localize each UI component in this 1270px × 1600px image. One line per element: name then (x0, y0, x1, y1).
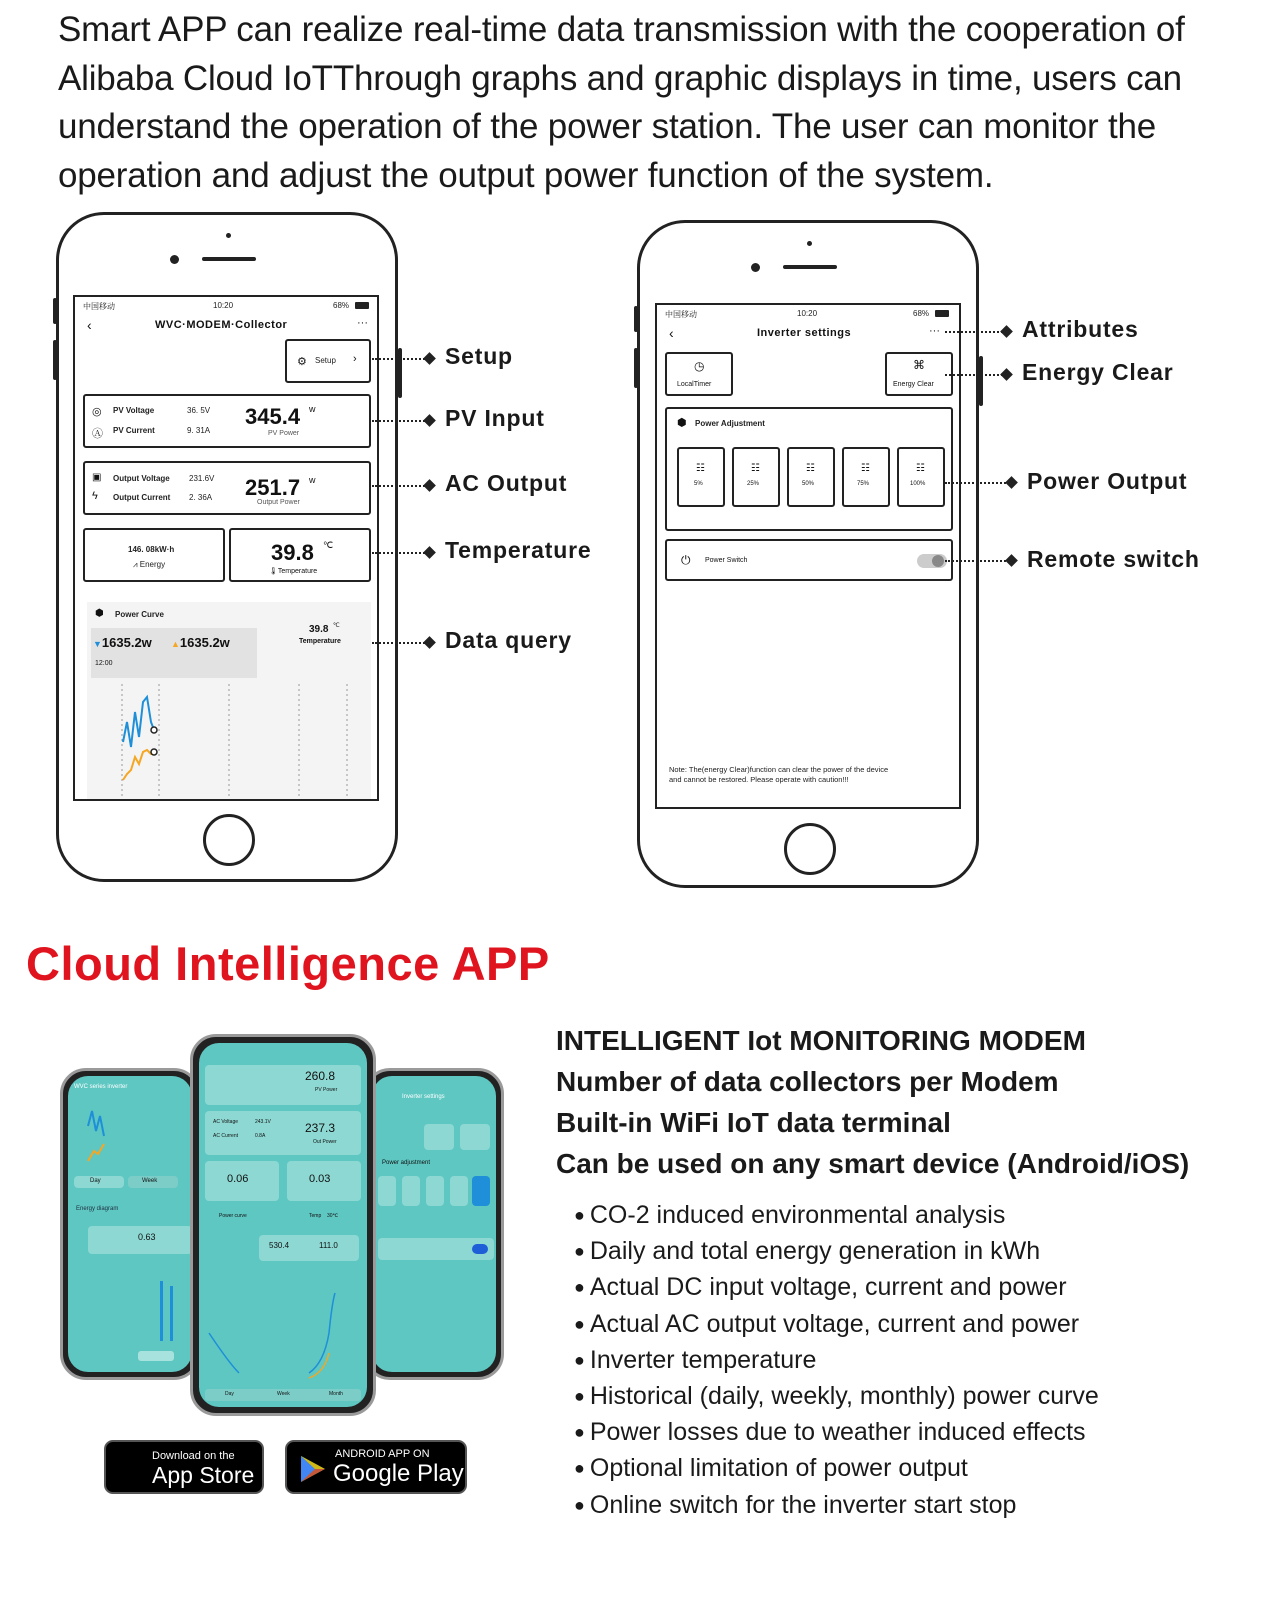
page-title: Inverter settings (757, 327, 852, 339)
callout-data-query: Data query (445, 627, 572, 653)
energy-clear-note: Note: The(energy Clear)function can clear the power of the device and cannot be restored. Please operate with caution!!! (669, 765, 889, 784)
clover-icon: ⌘ (913, 358, 925, 372)
energy-card: 146. 08kW·h ⩘ Energy (83, 528, 225, 582)
local-timer-button[interactable]: ◷ LocalTimer (665, 352, 733, 396)
intro-paragraph: Smart APP can realize real-time data transmission with the cooperation of Alibaba Cloud IoTThrough graphs and graphic displays in time, users can understand the operation of the power station. The user can monitor the operation and adjust the output power function of the system. (58, 10, 1185, 195)
curve-value-2: ▲1635.2w (171, 635, 230, 650)
left-home-button[interactable] (203, 814, 255, 866)
pv-power-value: 345.4 (245, 404, 301, 429)
page-title: WVC·MODEM·Collector (155, 319, 288, 331)
callout-attributes: Attributes (1022, 316, 1139, 342)
back-chevron-icon[interactable]: ‹ (669, 325, 674, 341)
callout-energy-clear: Energy Clear (1022, 359, 1174, 385)
status-battery: 68% (333, 301, 350, 310)
mockup-left-chart (68, 1096, 192, 1176)
feature-item: Built-in WiFi IoT data terminal (556, 1107, 951, 1138)
feature-item: Number of data collectors per Modem (556, 1066, 1059, 1097)
mockup-left-phone: WVC series inverter Day Week Energy diagram 0.63 (60, 1068, 200, 1380)
cube-icon: ⬢ (95, 608, 104, 619)
meter-icon: ▣ (92, 472, 102, 483)
power-level-50[interactable]: ☷ 50% (787, 447, 835, 507)
back-chevron-icon[interactable]: ‹ (87, 317, 92, 333)
mockup-right-phone: Inverter settings Power adjustment (364, 1068, 504, 1380)
energy-clear-button[interactable]: ⌘ Energy Clear (885, 352, 953, 396)
power-curve-panel: ⬢ Power Curve ▼1635.2w ▲1635.2w 12:00 39.8 ℃ Temperature (87, 602, 371, 801)
power-curve-chart (87, 602, 371, 801)
bullet-item: ● Inverter temperature (574, 1342, 1099, 1378)
power-adjustment-panel: ⬢ Power Adjustment ☷ 5% ☷ 25% ☷ 50% ☷ 75% ☷ 100% (665, 407, 953, 531)
status-time: 10:20 (213, 301, 234, 310)
bullet-item: ● Daily and total energy generation in kWh (574, 1233, 1099, 1269)
feature-item: Can be used on any smart device (Android/iOS) (556, 1148, 1190, 1179)
more-icon[interactable]: ··· (929, 325, 940, 337)
bullet-item: ● Historical (daily, weekly, monthly) power curve (574, 1378, 1099, 1414)
voltage-icon: ◎ (92, 406, 102, 418)
callout-setup: Setup (445, 343, 513, 369)
section-heading: Cloud Intelligence APP (26, 937, 550, 990)
callout-power-output: Power Output (1027, 468, 1188, 494)
callout-temperature: Temperature (445, 537, 592, 563)
callout-pv-input: PV Input (445, 405, 545, 431)
callout-ac-output: AC Output (445, 470, 568, 496)
power-level-100[interactable]: ☷ 100% (897, 447, 945, 507)
callout-remote-switch: Remote switch (1027, 546, 1200, 572)
play-triangle-icon (299, 1454, 327, 1484)
sliders-icon: ☷ (751, 463, 760, 474)
bullet-list (574, 1197, 1099, 1523)
right-home-button[interactable] (784, 823, 836, 875)
power-icon: ⏻ (681, 553, 691, 567)
app-store-badge[interactable]: Download on the App Store (104, 1440, 264, 1494)
left-phone-screen (73, 295, 379, 801)
bullet-item: ● Online switch for the inverter start stop (574, 1487, 1099, 1523)
power-switch-row: ⏻ Power Switch (665, 539, 953, 581)
ac-output-card: ▣ Output Voltage 231.6V ϟ Output Current 2. 36A 251.7 w Output Power (83, 461, 371, 515)
thermometer-label: 🌡Temperature (269, 568, 318, 575)
output-power-value: 251.7 (245, 475, 301, 500)
sliders-icon: ☷ (916, 463, 925, 474)
mockup-front-chart (199, 1273, 367, 1383)
bolt-icon: ϟ (92, 490, 98, 502)
right-phone-screen (655, 303, 961, 809)
power-level-25[interactable]: ☷ 25% (732, 447, 780, 507)
status-time: 10:20 (797, 309, 818, 318)
clock-icon: ◷ (694, 359, 705, 373)
status-carrier: 中国移动 (665, 310, 697, 319)
feature-list (556, 1020, 1189, 1184)
temperature-card: 39.8 ℃ 🌡Temperature (229, 528, 371, 582)
power-switch-toggle[interactable] (917, 554, 947, 568)
bullet-item: ● Actual DC input voltage, current and power (574, 1269, 1099, 1305)
bullet-item: ● Optional limitation of power output (574, 1450, 1099, 1486)
power-level-5[interactable]: ☷ 5% (677, 447, 725, 507)
sliders-icon: ☷ (861, 463, 870, 474)
current-icon: Ⓐ (92, 428, 103, 440)
sliders-icon: ☷ (696, 463, 705, 474)
bullet-item: ● Power losses due to weather induced effects (574, 1414, 1099, 1450)
pv-input-card: ◎ PV Voltage 36. 5V Ⓐ PV Current 9. 31A 345.4 w PV Power (83, 394, 371, 448)
power-level-75[interactable]: ☷ 75% (842, 447, 890, 507)
bullet-item: ● Actual AC output voltage, current and power (574, 1306, 1099, 1342)
more-icon[interactable]: ··· (357, 317, 368, 329)
status-carrier: 中国移动 (83, 302, 115, 311)
curve-value-1: ▼1635.2w (93, 635, 152, 650)
status-battery: 68% (913, 309, 930, 318)
energy-label: ⩘ Energy (133, 560, 166, 569)
bullet-item: ● CO-2 induced environmental analysis (574, 1197, 1099, 1233)
gear-icon: ⚙ (297, 356, 307, 368)
cube-icon: ⬢ (677, 417, 687, 429)
google-play-badge[interactable]: ANDROID APP ON Google Play (285, 1440, 467, 1494)
feature-item: INTELLIGENT Iot MONITORING MODEM (556, 1025, 1086, 1056)
setup-button[interactable]: ⚙ Setup › (285, 339, 371, 383)
sliders-icon: ☷ (806, 463, 815, 474)
chevron-right-icon: › (353, 353, 357, 365)
mockup-front-phone: 260.8 PV Power AC Voltage 243.1V AC Current 0.8A 237.3 Out Power 0.06 0.03 Power curve Temp 30℃ 530.4 111.0 Day Week Month (190, 1034, 376, 1416)
